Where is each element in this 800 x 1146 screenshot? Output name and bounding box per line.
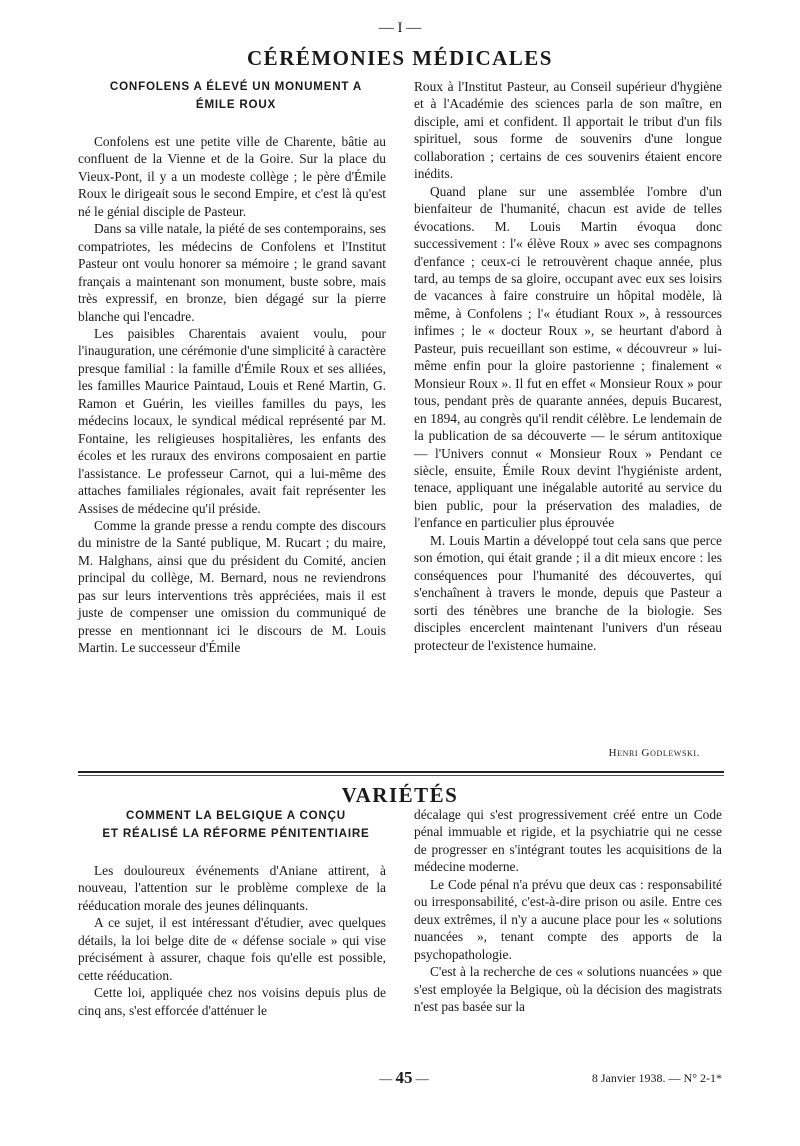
paragraph: Les paisibles Charentais avaient voulu, pour l'inauguration, une cérémonie d'une simplicité à caractère presque familial : la famille d'Émile Roux et ses alliées, les familles Maurice Paintaud, Louis et René Martin, G. Ramon et Guérin, les vieilles familles du pays, les médecins locaux, le syndical médical représenté par M. Fontaine, les religieuses hospitalières, les enfants des écoles et les ruraux des environs composaient en partie l'assistance. Le professeur Carnot, qui a lui-même des attaches familiales régionales, avait fait représenter les Assises de médecine qu'il préside.	[78, 325, 386, 516]
section-title-varietes: VARIÉTÉS	[341, 783, 459, 807]
subtitle-line: ÉMILE ROUX	[195, 98, 277, 111]
subtitle-line: ET RÉALISÉ LA RÉFORME PÉNITENTIAIRE	[102, 827, 370, 840]
paragraph: Dans sa ville natale, la piété de ses contemporains, ses compatriotes, les médecins de Confolens et l'Institut Pasteur ont voulu honorer sa mémoire ; le grand savant français a maintenant son monument, buste sobre, mais très expressif, en bronze, bien dégagé sur la pierre blanche qui l'encadre.	[78, 221, 386, 324]
section-divider-thin	[78, 775, 724, 776]
issue-date: 8 Janvier 1938. — N° 2-1*	[591, 1071, 722, 1085]
section-title-ceremonies: CÉRÉMONIES MÉDICALES	[247, 46, 553, 70]
varietes-left-column	[78, 862, 386, 1019]
paragraph: Les douloureux événements d'Aniane attirent, à nouveau, l'attention sur le problème complexe de la rééducation morale des jeunes délinquants.	[78, 863, 386, 913]
article-subtitle-ceremonies	[76, 78, 396, 114]
paragraph: Cette loi, appliquée chez nos voisins depuis plus de cinq ans, s'est efforcée d'atténuer le	[78, 985, 386, 1018]
paragraph: Le Code pénal n'a prévu que deux cas : responsabilité ou irresponsabilité, c'est-à-dire prison ou asile. Entre ces deux extrêmes, il n'y a aucune place pour les « solutions nuancées », tenant compte des apports de la psychopathologie.	[414, 876, 722, 962]
author-signature: Henri Godlewski.	[608, 747, 700, 759]
paragraph: C'est à la recherche de ces « solutions nuancées » que s'est employée la Belgique, où la décision des magistrats n'est pas basée sur la	[414, 964, 722, 1014]
paragraph: Quand plane sur une assemblée l'ombre d'un bienfaiteur de l'humanité, chacun est avide de telles évocations. M. Louis Martin évoqua donc successivement : l'« élève Roux » avec ses compagnons d'enfance ; ceux-ci le retrouvèrent chaque année, plus tard, au temps de sa gloire, occupant avec eux ses loisirs de vacances à faire construire un hôpital modèle, là même, à Confolens ; l'« étudiant Roux », à ressources infimes ; le « docteur Roux », se heurtant d'abord à Pasteur, puis recueillant son estime, « découvreur » lui-même enfin pour la gloire pastorienne ; finalement « Monsieur Roux ». Il fut en effet « Monsieur Roux » pour tous, pendant près de quarante années, depuis Bucarest, en 1894, au congrès qu'il rendit célèbre. Le lendemain de la publication de sa découverte — le sérum antitoxique — l'Univers connut « Monsieur Roux » Pendant ce siècle, ensuite, Émile Roux devint l'hygiéniste ardent, tenace, appliquant une inégalable autorité au service du bien public, pour la préservation des maladies, de l'enfance en particulier plus éprouvée	[414, 183, 722, 531]
ceremonies-left-column	[78, 133, 386, 657]
section-divider	[78, 771, 724, 773]
paragraph: Roux à l'Institut Pasteur, au Conseil supérieur d'hygiène et à l'Académie des sciences parla de son maître, en disciple, ami et confident. Il apportait le tribut d'un fils spirituel, sous forme de souvenirs d'une longue collaboration ; certains de ces souvenirs étaient encore inédits.	[414, 79, 722, 182]
subtitle-line: COMMENT LA BELGIQUE A CONÇU	[126, 809, 346, 822]
page-number-value: 45	[395, 1068, 413, 1087]
subtitle-line: CONFOLENS A ÉLEVÉ UN MONUMENT A	[109, 80, 363, 93]
paragraph: A ce sujet, il est intéressant d'étudier, avec quelques détails, la loi belge dite de « défense sociale » qui vise précisément à assurer, chaque fois qu'elle est possible, cette rééducation.	[78, 915, 386, 983]
paragraph: décalage qui s'est progressivement créé entre un Code pénal immuable et rigide, et la psychiatrie qui ne cesse de progresser en s'intégrant toutes les acquisitions de la médecine moderne.	[414, 807, 722, 875]
varietes-right-column	[414, 806, 722, 1015]
article-subtitle-varietes	[76, 807, 396, 843]
page-number: — 45 —	[379, 1068, 429, 1087]
page-folio: — I —	[378, 20, 422, 36]
paragraph: M. Louis Martin a développé tout cela sans que perce son émotion, qui était grande ; il a dit mieux encore : les conséquences pour l'humanité des découvertes, qui s'enchaînent à travers le monde, depuis que Pasteur a sorti des ténèbres une branche de la biologie. Ses disciples encerclent maintenant l'univers d'un réseau protecteur de l'existence humaine.	[414, 532, 722, 653]
paragraph: Confolens est une petite ville de Charente, bâtie au confluent de la Vienne et de la Goire. Sur la place du Vieux-Pont, il y a un modeste collège ; le père d'Émile Roux le dirigeait sous le second Empire, et c'est là qu'est né le génial disciple de Pasteur.	[78, 134, 386, 219]
ceremonies-right-column	[414, 78, 722, 654]
paragraph: Comme la grande presse a rendu compte des discours du ministre de la Santé publique, M. Rucart ; du maire, M. Halghans, ainsi que du président du Comité, ancien principal du collège, M. Bernard, nous ne reviendrons pas sur leurs interventions très appréciées, mais il est juste de compenser une omission du communiqué de presse en mentionnant ici le discours de M. Louis Martin. Le successeur d'Émile	[78, 517, 386, 656]
